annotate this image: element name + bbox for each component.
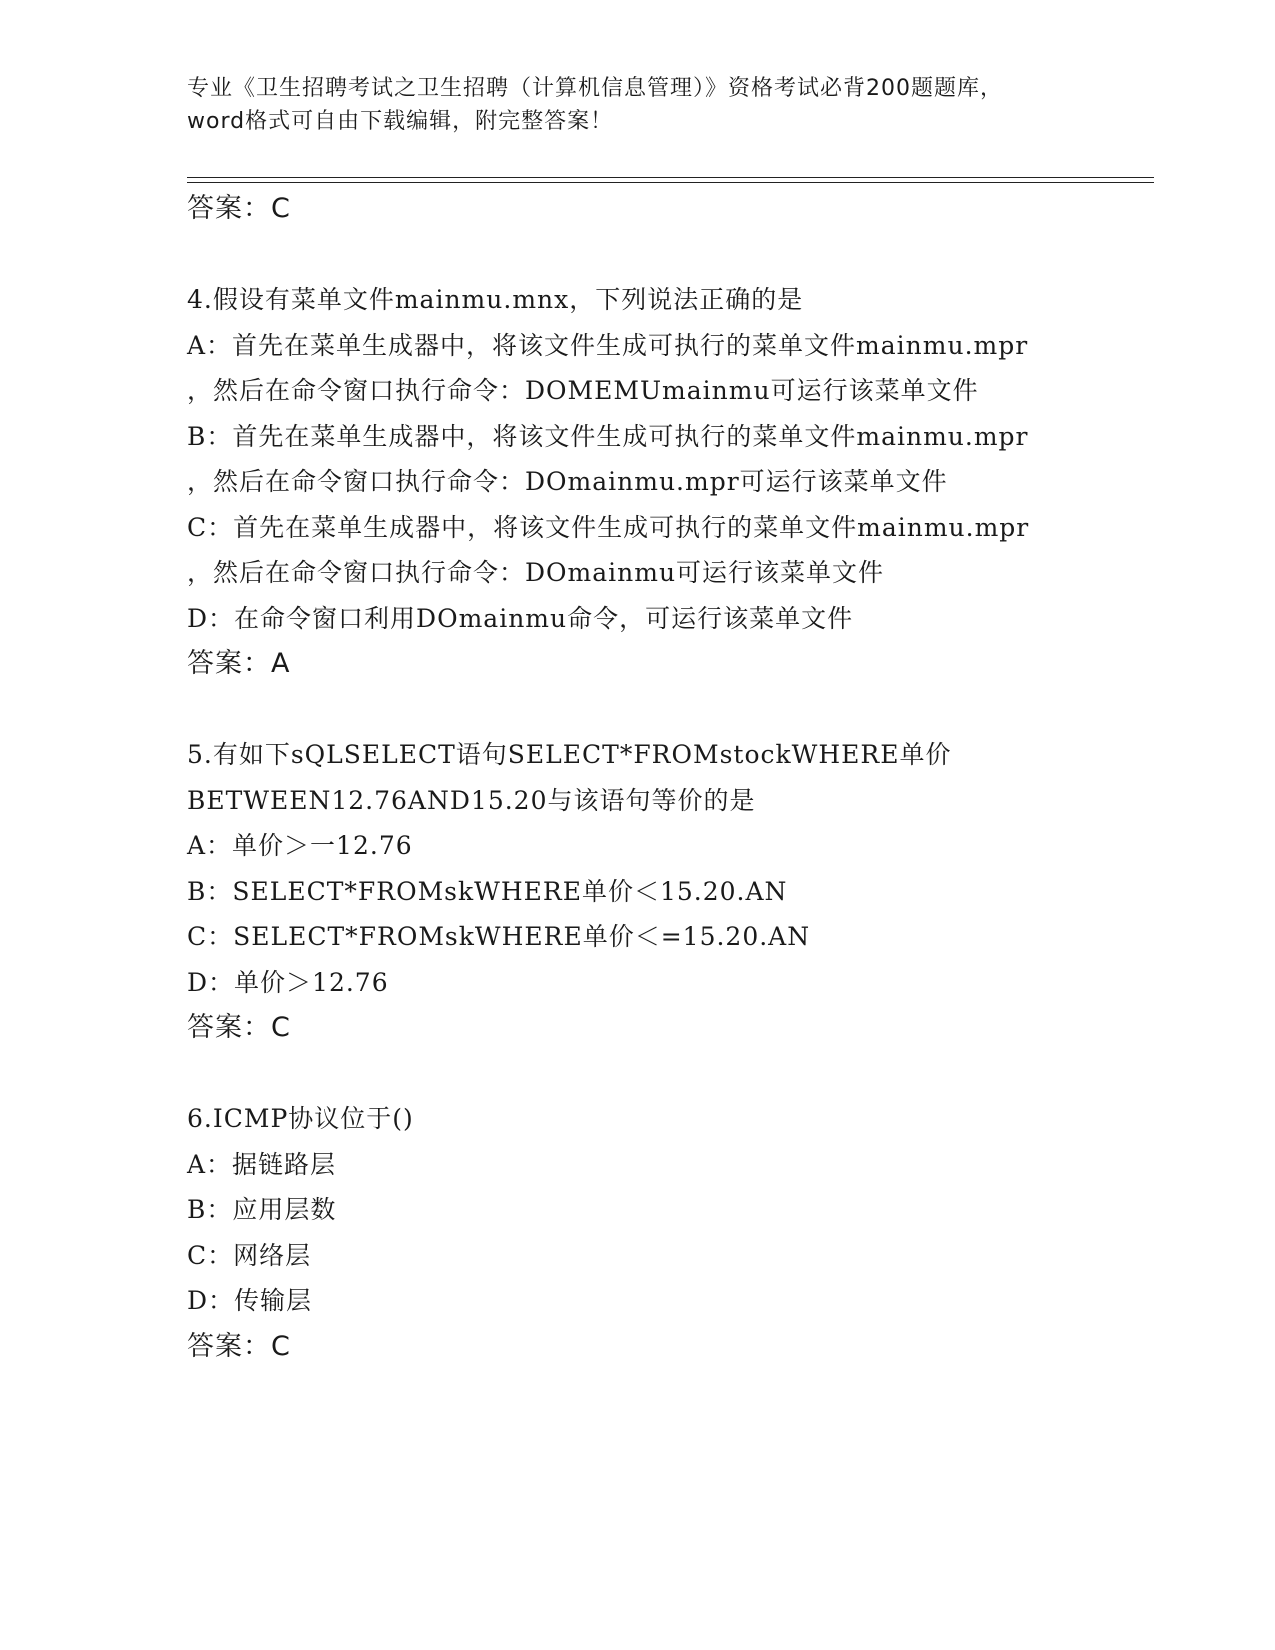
option-c: C：SELECT*FROMskWHERE单价＜=15.20.AN (187, 922, 811, 951)
option-a-line-2: ，然后在命令窗口执行命令：DOMEMUmainmu可运行该菜单文件 (187, 376, 979, 405)
question-block (187, 1096, 1147, 1369)
option-c-line-2: ，然后在命令窗口执行命令：DOmainmu可运行该菜单文件 (187, 558, 885, 587)
header-rule-top (187, 177, 1154, 178)
header-line-2: word格式可自由下载编辑，附完整答案！ (187, 109, 614, 134)
option-c-line-1: C：首先在菜单生成器中，将该文件生成可执行的菜单文件mainmu.mpr (187, 512, 1030, 542)
option-c: C：网络层 (187, 1240, 312, 1270)
option-b: B：SELECT*FROMskWHERE单价＜15.20.AN (187, 876, 788, 906)
option-a-line-1: A：首先在菜单生成器中，将该文件生成可执行的菜单文件mainmu.mpr (187, 330, 1029, 360)
question-stem-line-2: BETWEEN12.76AND15.20与该语句等价的是 (187, 785, 756, 815)
spacer (187, 1051, 1147, 1097)
document-header (187, 72, 1087, 138)
question-block (187, 732, 1147, 1051)
previous-answer: 答案：C (187, 193, 291, 224)
question-answer: 答案：C (187, 1330, 291, 1362)
spacer (187, 232, 1147, 278)
question-stem: 6.ICMP协议位于() (187, 1104, 414, 1133)
option-d: D：在命令窗口利用DOmainmu命令，可运行该菜单文件 (187, 603, 854, 633)
option-b-line-1: B：首先在菜单生成器中，将该文件生成可执行的菜单文件mainmu.mpr (187, 421, 1029, 451)
option-a: A：单价＞一12.76 (187, 831, 413, 860)
document-body (187, 186, 1147, 1369)
option-a: A：据链路层 (187, 1149, 337, 1179)
header-rule-bottom (187, 182, 1154, 183)
spacer (187, 687, 1147, 733)
question-stem-line-1: 5.有如下sQLSELECT语句SELECT*FROMstockWHERE单价 (187, 740, 952, 769)
option-b: B：应用层数 (187, 1195, 337, 1224)
option-b-line-2: ，然后在命令窗口执行命令：DOmainmu.mpr可运行该菜单文件 (187, 467, 948, 496)
header-line-1: 专业《卫生招聘考试之卫生招聘（计算机信息管理）》资格考试必背200题题库， (187, 76, 1003, 101)
question-answer: 答案：C (187, 1012, 291, 1043)
question-stem: 4.假设有菜单文件mainmu.mnx，下列说法正确的是 (187, 285, 804, 314)
question-answer: 答案：A (187, 648, 291, 679)
option-d: D：单价＞12.76 (187, 967, 389, 997)
question-block (187, 277, 1147, 687)
option-d: D：传输层 (187, 1286, 313, 1315)
